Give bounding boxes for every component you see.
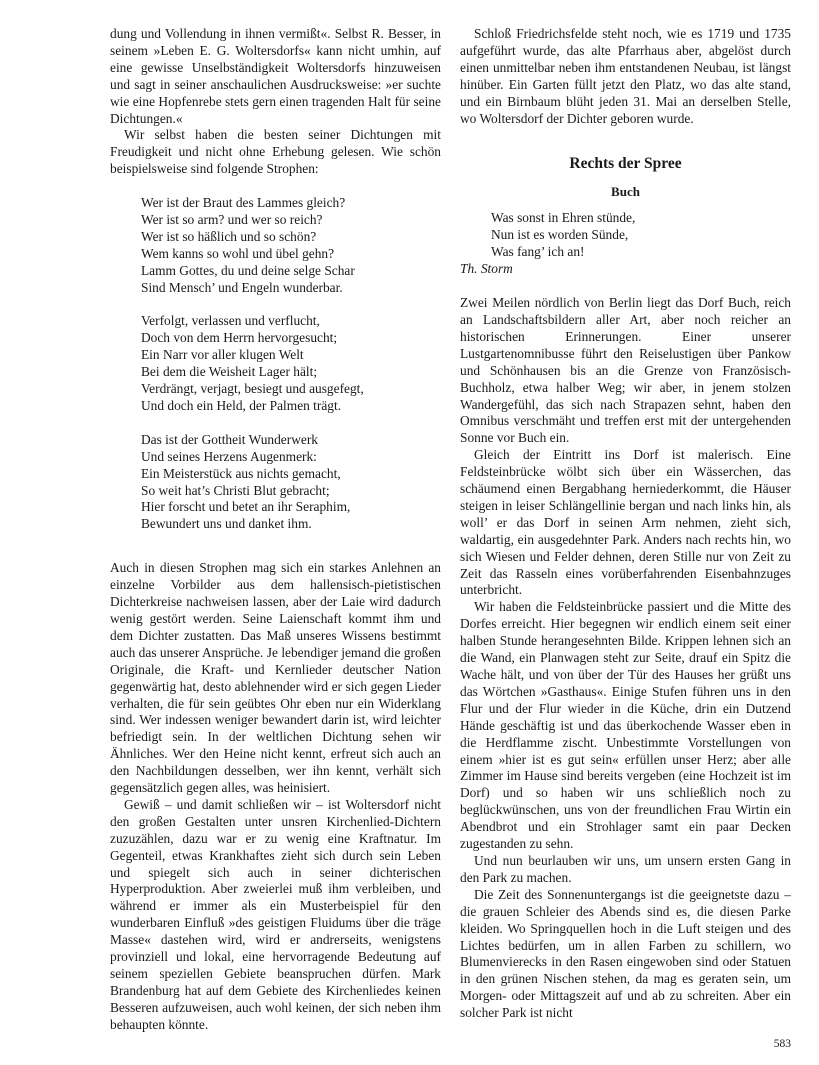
poem-line: Ein Narr vor aller klugen Welt [141, 347, 304, 363]
paragraph-strophen-intro: Wir selbst haben die besten seiner Dichtungen mit Freudigkeit und nicht ohne Erhebung gelesen. Wie schön beispielsweise sind folgende Strophen: [110, 127, 441, 177]
paragraph-eintritt: Gleich der Eintritt ins Dorf ist malerisch. Eine Feldsteinbrücke wölbt sich über ein Wässerchen, das schäumend einen Bergabhang herniederkommt, die Häuser steigen in leiser Schlängellinie bergan und nach links hin, als woll’ er das Dorf in seinen Arm nehmen, zieht sich, waldartig, ein ausgedehnter Park. Anders nach rechts hin, wo sich Wiesen und Felder dehnen, deren Stille nur von Zeit zu Zeit das Rasseln eines vorüberfahrenden Eisenbahnzuges unterbricht. [460, 447, 791, 598]
left-column [110, 26, 441, 1034]
paragraph-friedrichsfelde: Schloß Friedrichsfelde steht noch, wie es 1719 und 1735 aufgeführt wurde, das alte Pfarrhaus aber, abgelöst durch einen unmittelbar neben ihm entstandenen Neubau, ist längst hinüber. Ein Garten füllt jetzt den Platz, wo das alte stand, und ein Birnbaum blüht jeden 31. Mai an derselben Stelle, wo Woltersdorf der Dichter geboren wurde. [460, 26, 791, 126]
poem-stanza [141, 432, 441, 533]
poem-line: Wer ist so häßlich und so schön? [141, 228, 317, 244]
poem-line: Und seines Herzens Augenmerk: [141, 448, 317, 464]
paragraph-hopfenrebe: dung und Vollendung in ihnen vermißt«. Selbst R. Besser, in seinem »Leben E. G. Woltersdorfs« kann nicht umhin, auf eine gewisse Unselbständigkeit Woltersdorfs hinzuweisen und sagt in seiner anschaulichen Ausdrucksweise: »er suchte wie eine Hopfenrebe stets gern einen tragenden Halt für seine Dichtungen.« [110, 26, 441, 126]
poem-line: Wem kanns so wohl und übel gehn? [141, 245, 335, 261]
motto [460, 210, 791, 261]
motto-line: Was sonst in Ehren stünde, [491, 210, 636, 226]
paragraph-sonnenuntergang: Die Zeit des Sonnenuntergangs ist die geeignetste dazu – die grauen Schleier des Abends sind es, die diesen Parke kleiden. Wo Springquellen hoch in die Luft steigen und des Lichtes bedürfen, um in allen Farben zu schillern, wo Blumenvierecks in den Rasen eingewoben sind oder Statuen in den grünen Nischen stehen, da mag es geraten sein, um Morgen- oder Mittagszeit auf und ab zu schreiten. Aber ein solcher Park ist nicht [460, 886, 791, 1021]
poem-line: Wer ist so arm? und wer so reich? [141, 212, 323, 228]
section-heading: Rechts der Spree [569, 155, 682, 173]
poem-stanza [141, 313, 441, 414]
poem-line: Und doch ein Held, der Palmen trägt. [141, 398, 342, 414]
poem-line: Verdrängt, verjagt, besiegt und ausgefegt, [141, 381, 364, 397]
page-number: 583 [773, 1038, 791, 1050]
motto-author: Th. Storm [460, 261, 513, 277]
poem-line: Doch von dem Herrn hervorgesucht; [141, 330, 338, 346]
section-subheading: Buch [611, 184, 640, 200]
poem-line: Das ist der Gottheit Wunderwerk [141, 431, 318, 447]
poem-stanza [141, 195, 441, 296]
motto-line: Was fang’ ich an! [491, 244, 585, 260]
poem-line: Sind Mensch’ und Engeln wunderbar. [141, 279, 343, 295]
poem-line: Verfolgt, verlassen und verflucht, [141, 313, 320, 329]
paragraph-gewiss: Gewiß – und damit schließen wir – ist Woltersdorf nicht den großen Gestalten unter unsren Kirchenlied-Dichtern zuzuzählen, dazu war er zu wenig eine Kraftnatur. Im Gegenteil, etwas Krankhaftes zieht sich durch sein Leben und spiegelt sich auch in seiner dichterischen Hyperproduktion. Aber zweierlei muß ihm verbleiben, und während er immer als ein Musterbeispiel für den wunderbaren Einfluß »des geistigen Fluidums über die träge Masse« dastehen wird, wird er andrerseits, wenigstens provinziell und lokal, eine hervorragende Bedeutung auf seinem speziellen Gebiete beanspruchen dürfen. Mark Brandenburg hat auf dem Gebiete des Kirchenliedes keinen Besseren aufzuweisen, auch wohl keinen, der sich neben ihm behaupten könnte. [110, 796, 441, 1032]
paragraph-gasthaus: Wir haben die Feldsteinbrücke passiert und die Mitte des Dorfes erreicht. Hier begegnen wir endlich einem seit einer halben Stunde herangesehnten Bilde. Krippen lehnen sich an die Wand, ein Planwagen steht zur Seite, drauf ein Spitz die Wache hält, und von über der Tür des Hauses her grüßt uns das Wörtchen »Gasthaus«. Einige Stufen führen uns in den Flur und der Flur wieder in die Küche, drin ein Dutzend Hände geschäftig ist und das überkochende Wasser eben in die Herdflamme zischt. Unbestimmte Vorstellungen von einem »hier ist es gut sein« erfüllen unser Herz; aber alle Zimmer im Hause sind bereits vergeben (eine Hochzeit ist im Dorf) und so haben wir uns schließlich noch zu beglückwünschen, uns von der freundlichen Frau Wirtin ein Abendbrot und ein Strohlager samt ein paar Decken zugestanden zu sehn. [460, 599, 791, 852]
poem-line: Wer ist der Braut des Lammes gleich? [141, 195, 346, 211]
motto-line: Nun ist es worden Sünde, [491, 227, 629, 243]
poem-line: Bei dem die Weisheit Lager hält; [141, 364, 318, 380]
paragraph-buch-intro: Zwei Meilen nördlich von Berlin liegt das Dorf Buch, reich an Landschaftsbildern aller Art, aber noch reicher an historischen Erinnerungen. Einer unserer Lustgartenomnibusse führt den Reiselustigen über Pankow und Schönhausen bis an die Grenze von Französisch-Buchholz, etwa halber Weg; wir aber, in jenem stolzen Wandergefühl, das sich nach Strapazen sehnt, haben den Omnibus verschmäht und treffen erst mit der untergehenden Sonne vor Buch ein. [460, 295, 791, 446]
poem-line: Lamm Gottes, du und deine selge Schar [141, 262, 355, 278]
poem-line: So weit hat’s Christi Blut gebracht; [141, 482, 330, 498]
poem-line: Hier forscht und betet an ihr Seraphim, [141, 499, 351, 515]
poem-line: Ein Meisterstück aus nichts gemacht, [141, 465, 341, 481]
right-column [460, 26, 791, 1022]
poem [110, 195, 441, 533]
paragraph-beurlauben: Und nun beurlauben wir uns, um unsern ersten Gang in den Park zu machen. [460, 852, 791, 885]
paragraph-anlehnen: Auch in diesen Strophen mag sich ein starkes Anlehnen an einzelne Vorbilder aus dem hallensisch-pietistischen Dichterkreise nachweisen lassen, aber der Laie wird dadurch wenig gestört werden. Seine Laienschaft kommt ihm und dem Dichter zustatten. Das Maß unseres Wissens bestimmt auch das unserer Ansprüche. Je lebendiger jemand die großen Originale, die Kraft- und Kernlieder deutscher Nation gegenwärtig hat, desto ablehnender wird er sich gegen Lieder verhalten, die für sein geübtes Ohr eben nur ein Widerklang sind. Wer indessen weniger bewandert darin ist, wird leichter befriedigt sein. In der weltlichen Dichtung sehen wir Ähnliches. Wer den Heine nicht kennt, erfreut sich auch an den Nachbildungen desselben, wer ihn kennt, verhält sich gegensätzlich gegen alles, was heinisiert. [110, 560, 441, 796]
poem-line: Bewundert uns und danket ihm. [141, 516, 312, 532]
